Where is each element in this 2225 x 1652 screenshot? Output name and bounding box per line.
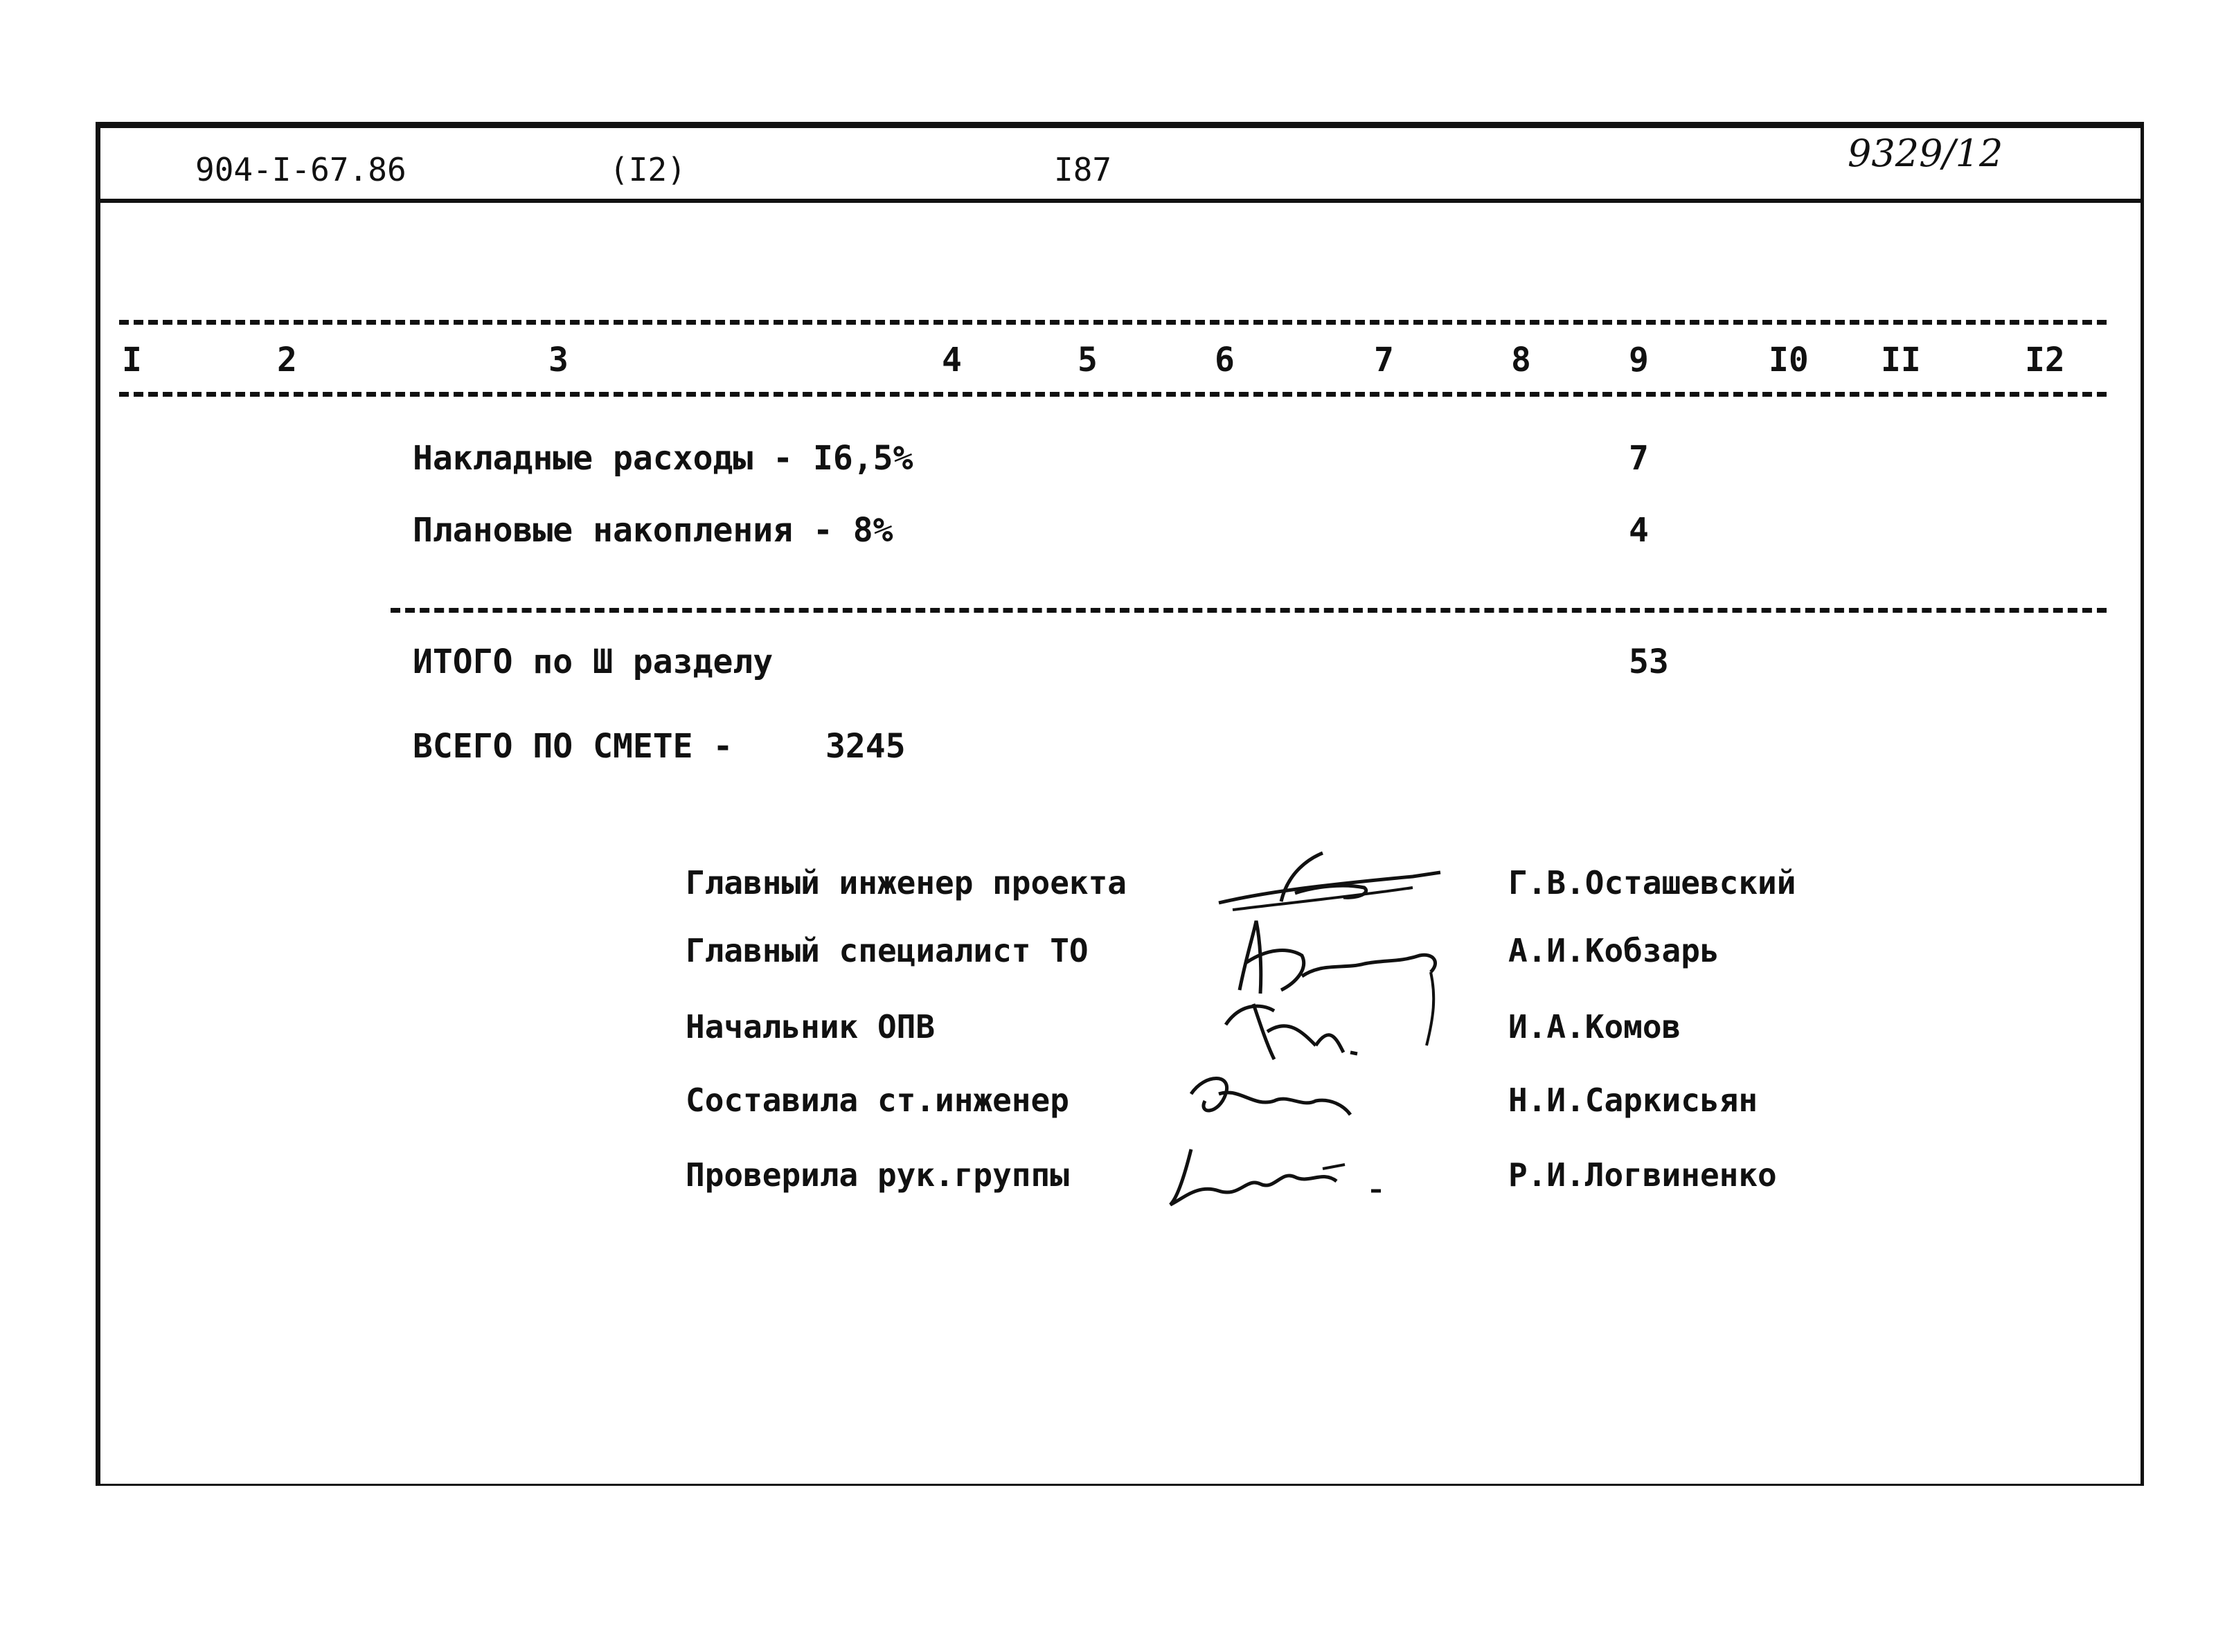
- row-planned-label: Плановые накопления - 8%: [413, 511, 893, 550]
- signature-role-chief-specialist: Главный специалист ТО: [686, 932, 1089, 969]
- handwritten-signature-5: [1163, 1135, 1399, 1219]
- signature-role-compiled-by: Составила ст.инженер: [686, 1081, 1069, 1119]
- signature-name-head-opv: И.А.Комов: [1508, 1008, 1681, 1045]
- document-sheet: [96, 122, 2144, 1486]
- column-number-2: 2: [277, 341, 297, 379]
- grand-total-value: 3245: [825, 727, 906, 766]
- signature-role-checked-by: Проверила рук.группы: [686, 1156, 1069, 1194]
- handwritten-signature-3: [1212, 990, 1378, 1066]
- header-divider: [96, 199, 2144, 203]
- signature-role-head-opv: Начальник ОПВ: [686, 1008, 936, 1045]
- dashed-rule-top: [119, 320, 2107, 325]
- row-overhead-value: 7: [1629, 439, 1649, 478]
- row-overhead-label: Накладные расходы - I6,5%: [413, 439, 913, 478]
- column-number-3: 3: [548, 341, 569, 379]
- signature-name-chief-specialist: А.И.Кобзарь: [1508, 932, 1719, 969]
- subtotal-label: ИТОГО по Ш разделу: [413, 643, 774, 681]
- grand-total-label: ВСЕГО ПО СМЕТЕ -: [413, 727, 733, 766]
- column-number-8: 8: [1511, 341, 1531, 379]
- page-number: I87: [1054, 151, 1112, 188]
- handwritten-signature-1: [1205, 845, 1468, 921]
- dashed-rule-subtotal: [391, 608, 2107, 613]
- signature-name-chief-engineer: Г.В.Осташевский: [1508, 864, 1796, 901]
- column-number-7: 7: [1374, 341, 1394, 379]
- dashed-rule-bottom: [119, 392, 2107, 397]
- row-planned-value: 4: [1629, 511, 1649, 550]
- column-number-11: II: [1881, 341, 1921, 379]
- column-number-4: 4: [942, 341, 962, 379]
- signature-role-chief-engineer: Главный инженер проекта: [686, 864, 1127, 901]
- doc-code: 904-I-67.86: [195, 151, 406, 188]
- handwritten-ref: 9329/12: [1848, 132, 2003, 175]
- signature-name-compiled-by: Н.И.Саркисьян: [1508, 1081, 1758, 1119]
- column-number-9: 9: [1629, 341, 1649, 379]
- subtotal-value: 53: [1629, 643, 1669, 681]
- signature-name-checked-by: Р.И.Логвиненко: [1508, 1156, 1777, 1194]
- sheet-ref: (I2): [609, 151, 686, 188]
- column-number-6: 6: [1215, 341, 1235, 379]
- column-number-5: 5: [1078, 341, 1098, 379]
- handwritten-signature-4: [1177, 1066, 1371, 1142]
- column-number-1: I: [122, 341, 142, 379]
- column-number-12: I2: [2025, 341, 2065, 379]
- column-number-10: I0: [1769, 341, 1809, 379]
